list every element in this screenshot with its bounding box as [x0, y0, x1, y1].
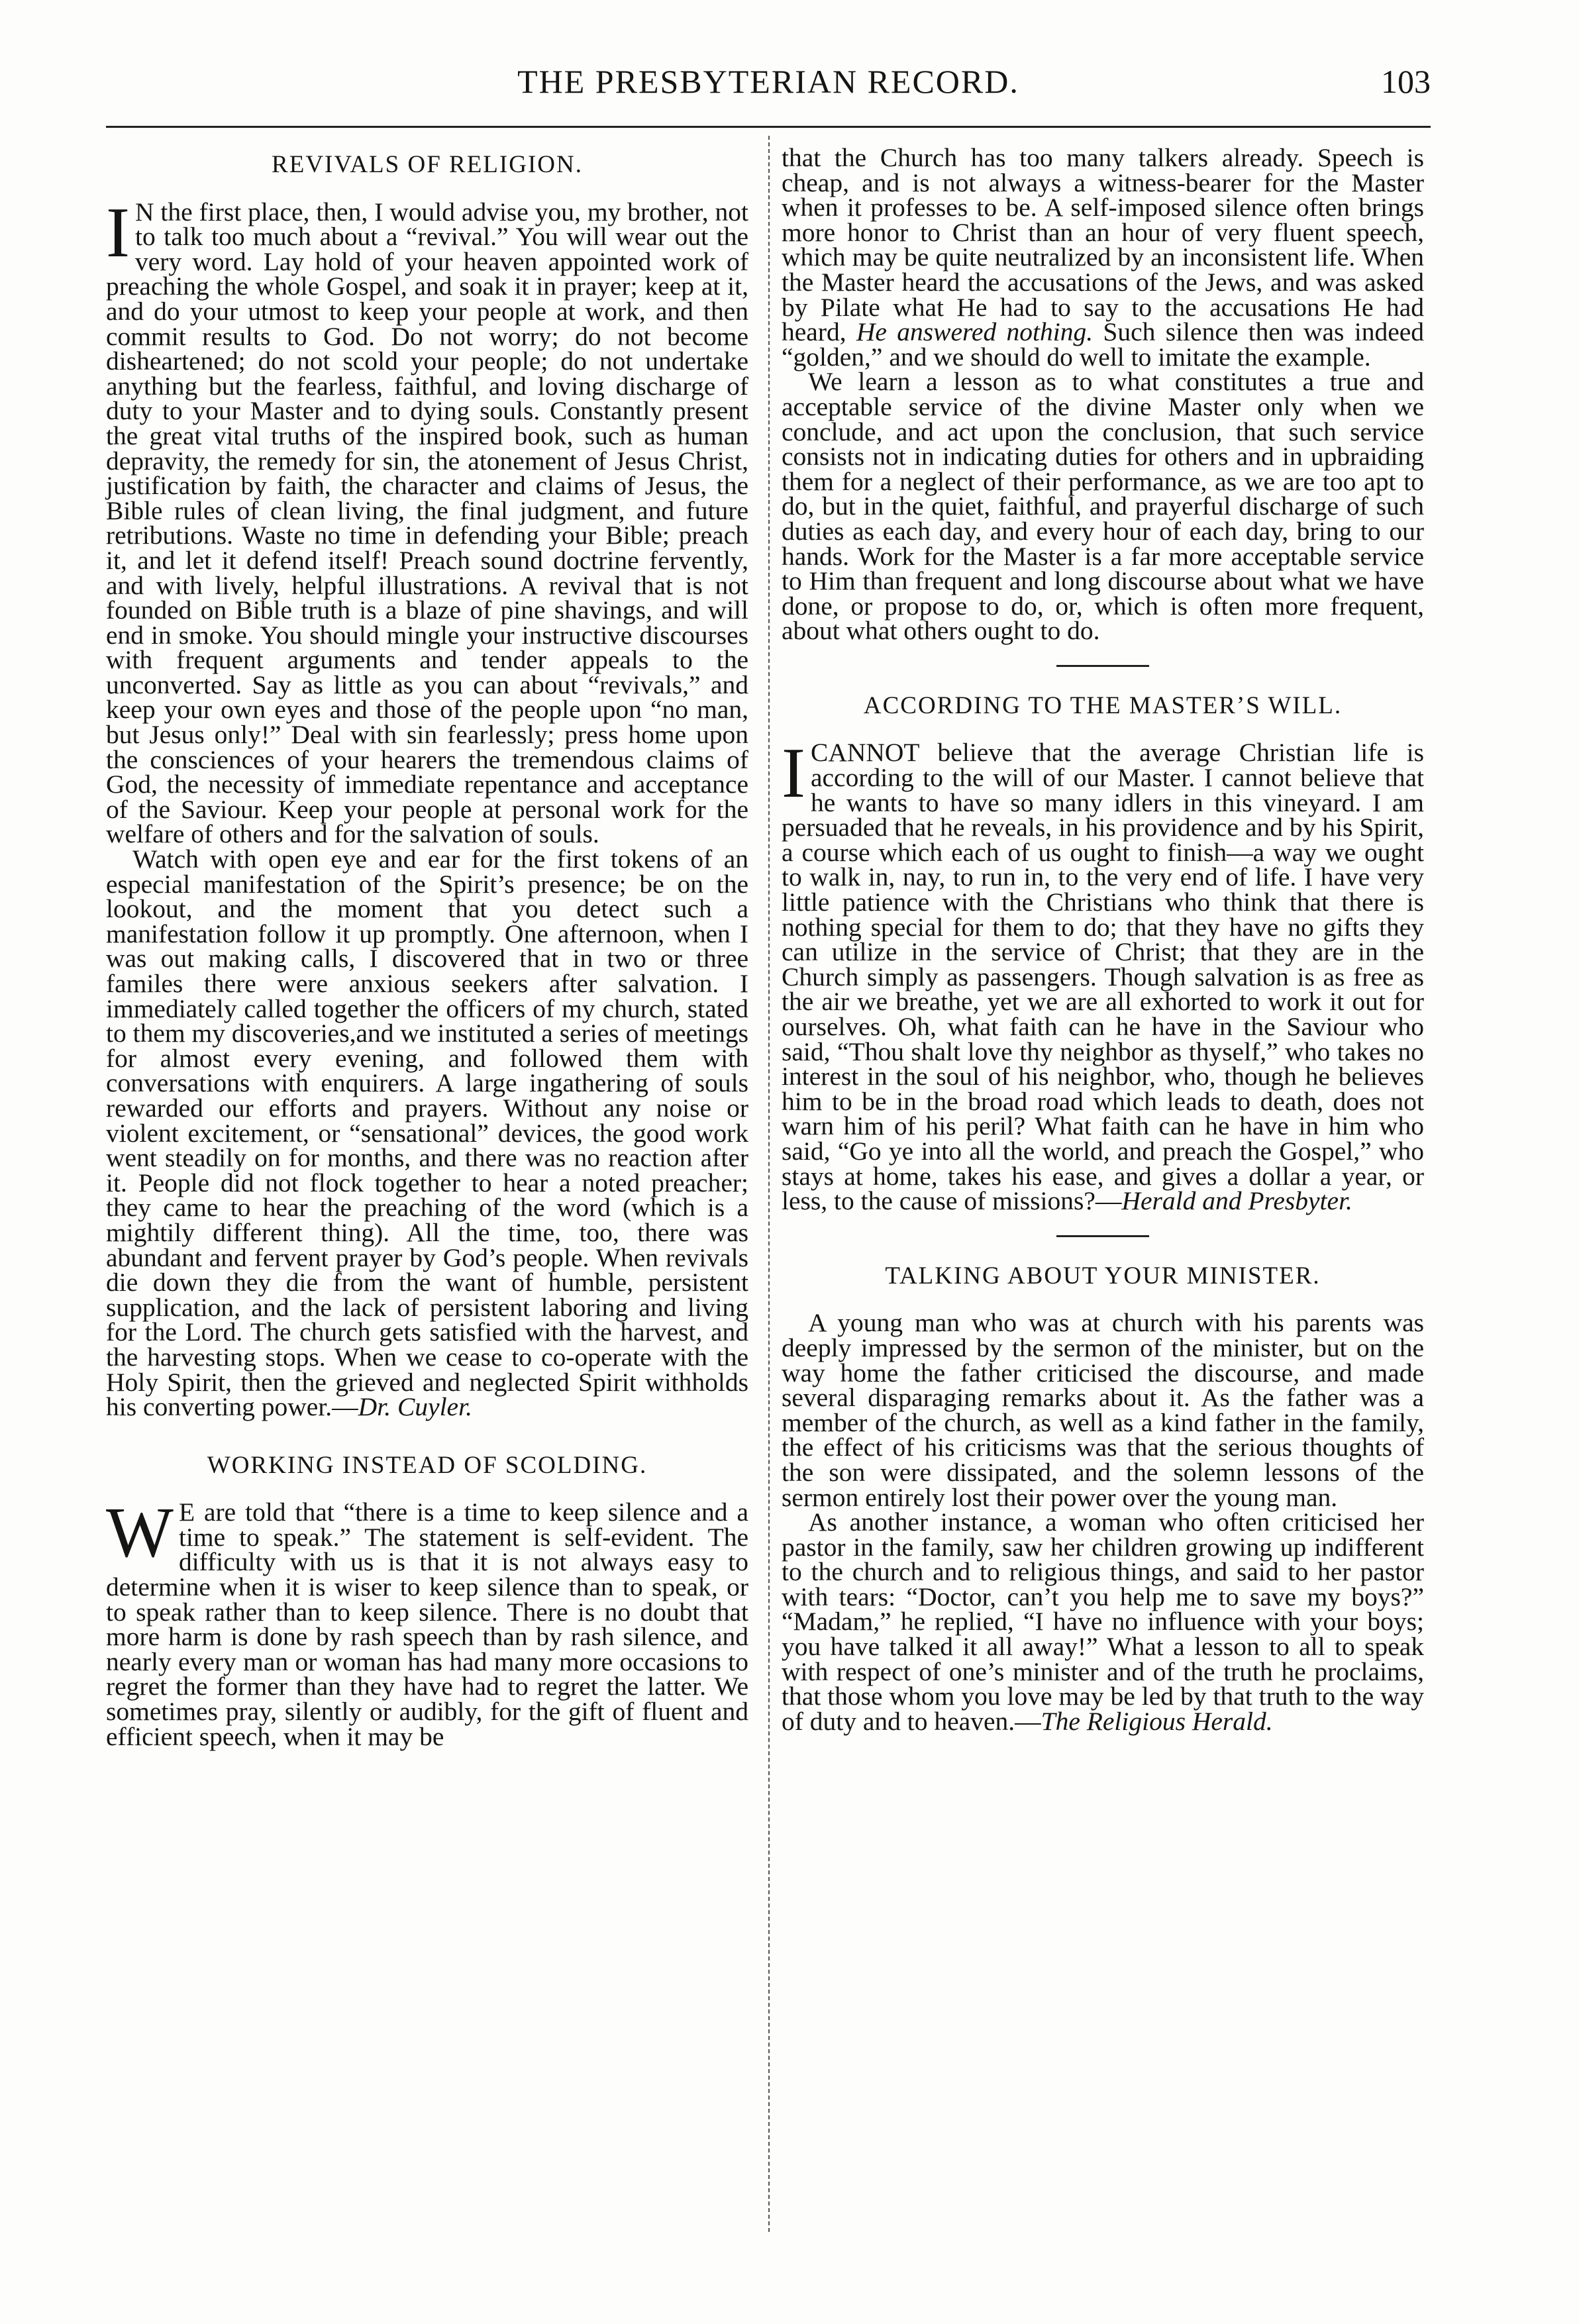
- paragraph-text: that the Church has too many talkers already. Speech is cheap, and is not always a witness-bearer for the Master when it professes to be. A self-imposed silence often brings more honor to Christ than an hour of very fluent speech, which may be quite neutralized by an inconsistent life. When the Master heard the accusations of the Jews, and was asked by Pilate what He had to say to the accusations He had heard,: [782, 143, 1424, 347]
- article-talking-about-your-minister: [782, 1264, 1424, 1735]
- drop-cap: W: [106, 1493, 174, 1573]
- article-paragraph: [782, 734, 1424, 1216]
- article-attribution: Herald and Presbyter.: [1121, 1186, 1352, 1216]
- article-heading: TALKING ABOUT YOUR MINISTER.: [885, 1262, 1321, 1289]
- article-paragraph: [106, 193, 748, 849]
- header-rule: [106, 126, 1431, 128]
- page-number: 103: [1381, 63, 1431, 100]
- paragraph-text: Watch with open eye and ear for the first tokens of an especial manifestation of the Spirit’s presence; be on the lookout, and the moment that you detect such a manifestation follow it up promptly. One afternoon, when I was out making calls, I discovered that in two or three familes there were anxious seekers after salvation. I immediately called together the officers of my church, stated to them my discoveries,and we instituted a series of meetings for almost every evening, and followed them with conversations with enquirers. A large ingathering of souls rewarded our efforts and prayers. Without any noise or violent excitement, or “sensational” devices, the good work went steadily on for months, and there was no reaction after it. People did not flock together to hear a noted preacher; they came to hear the preaching of the word (which is a mightily different thing). All the time, too, there was abundant and fervent prayer by God’s people. When revivals die down they die from the want of humble, persistent supplication, and the lack of persistent laboring and living for the Lord. The church gets satisfied with the harvest, and the harvesting stops. When we cease to co-operate with the Holy Spirit, then the grieved and neglected Spirit withholds his converting power.—: [106, 844, 748, 1422]
- column-divider: [768, 136, 770, 2232]
- left-column: [106, 146, 748, 1749]
- paragraph-text: E are told that “there is a time to keep silence and a time to speak.” The statement is self-evident. The difficulty with us is that it is not always easy to determine when it is wiser to keep silence than to speak, or to speak rather than to keep silence. There is no doubt that more harm is done by rash speech than by rash silence, and nearly every man or woman has had many more occasions to regret the former than they have had to regret the latter. We sometimes pray, silently or audibly, for the gift of fluent and efficient speech, when it may be: [106, 1497, 748, 1751]
- right-column: [782, 143, 1425, 1736]
- article-paragraph: [782, 1308, 1424, 1512]
- article-heading: WORKING INSTEAD OF SCOLDING.: [207, 1451, 648, 1479]
- paragraph-text: We learn a lesson as to what constitutes a true and acceptable service of the divine Master only when we conclude, and act upon the conclusion, that such service consists not in indicating duties for others and in upbraiding them for a neglect of their performance, as we are too apt to do, but in the quiet, faithful, and prayerful discharge of such duties as each day, and every hour of each day, bring to our hands. Work for the Master is a far more acceptable service to Him than frequent and long discourse about what we have done, or propose to do, or, which is often more frequent, about what others ought to do.: [782, 367, 1424, 646]
- article-revivals-of-religion: [106, 152, 748, 1420]
- article-paragraph: [782, 367, 1424, 646]
- article-paragraph: [782, 143, 1425, 372]
- article-paragraph: [106, 844, 748, 1422]
- drop-cap: I: [106, 193, 130, 272]
- paragraph-text: CANNOT believe that the average Christian life is according to the will of our Master. I cannot believe that he wants to have so many idlers in this vineyard. I am persuaded that he reveals, in his providence and by his Spirit, a course which each of us ought to finish—a way we ought to walk in, nay, to run in, to the very end of life. I have very little patience with the Christians who think that there is nothing special for them to do; that they have no gifts they can utilize in the service of Christ; that they are in the Church simply as passengers. Though salvation is as free as the air we breathe, yet we are all exhorted to work it out for ourselves. Oh, what faith can he have in the Saviour who said, “Thou shalt love thy neighbor as thyself,” who takes no interest in the soul of his neighbor, who, though he believes him to be in the broad road which leads to death, does not warn him of his peril? What faith can he have in him who said, “Go ye into all the world, and preach the Gospel,” who stays at home, takes his ease, and gives a dollar a year, or less, to the cause of missions?—: [782, 738, 1424, 1216]
- article-heading: ACCORDING TO THE MASTER’S WILL.: [863, 691, 1343, 719]
- section-divider: [1056, 665, 1149, 667]
- article-according-to-the-masters-will: [782, 693, 1424, 1214]
- paragraph-text: A young man who was at church with his parents was deeply impressed by the sermon of the minister, but on the way home the father criticised the discourse, and made several disparaging remarks about it. As the father was a member of the church, as well as a kind father in the family, the effect of his criticisms was that the serious thoughts of the son were dissipated, and the solemn lessons of the sermon entirely lost their power over the young man.: [782, 1308, 1424, 1512]
- page-header: [106, 62, 1431, 122]
- article-attribution: Dr. Cuyler.: [358, 1392, 472, 1422]
- article-attribution: The Religious Herald.: [1041, 1706, 1273, 1736]
- paragraph-text: As another instance, a woman who often criticised her pastor in the family, saw her children growing up indifferent to the church and to religious things, and said to her pastor with tears: “Doctor, can’t you help me to save my boys?” “Madam,” he replied, “I have no influence with your boys; you have talked it all away!” What a lesson to all to speak with respect of one’s minister and of the truth he proclaims, that those whom you love may be led by that truth to the way of duty and to heaven.—: [782, 1507, 1424, 1736]
- drop-cap: I: [782, 734, 805, 813]
- paragraph-text: Such silence then was indeed “golden,” and we should do well to imitate the example.: [782, 317, 1425, 372]
- journal-title: THE PRESBYTERIAN RECORD.: [517, 63, 1019, 100]
- article-paragraph: [782, 1507, 1424, 1736]
- article-continuation: [782, 143, 1425, 646]
- article-heading: REVIVALS OF RELIGION.: [272, 151, 583, 178]
- paragraph-text: N the first place, then, I would advise you, my brother, not to talk too much about a “revival.” You will wear out the very word. Lay hold of your heaven appointed work of preaching the whole Gospel, and soak it in prayer; keep at it, and do your utmost to keep your people at work, and then commit results to God. Do not worry; do not become disheartened; do not scold your people; do not undertake anything but the fearless, faithful, and loving discharge of duty to your Master and to dying souls. Constantly present the great vital truths of the inspired book, such as human depravity, the remedy for sin, the atonement of Jesus Christ, justification by faith, the character and claims of Jesus, the Bible rules of clean living, the final judgment, and future retributions. Waste no time in defending your Bible; preach it, and let it defend itself! Preach sound doctrine fervently, and with lively, helpful illustrations. A revival that is not founded on Bible truth is a blaze of pine shavings, and will end in smoke. You should mingle your instructive discourses with frequent arguments and tender appeals to the unconverted. Say as little as you can about “revivals,” and keep your own eyes and those of the people upon “no man, but Jesus only!” Deal with sin fearlessly; press home upon the consciences of your hearers the tremendous claims of God, the necessity of immediate repentance and acceptance of the Saviour. Keep your people at personal work for the welfare of others and for the salvation of souls.: [106, 197, 748, 849]
- italic-phrase: He answered nothing.: [856, 317, 1094, 347]
- article-paragraph: [106, 1493, 748, 1751]
- article-working-instead-of-scolding: [106, 1453, 748, 1750]
- section-divider: [1056, 1235, 1149, 1237]
